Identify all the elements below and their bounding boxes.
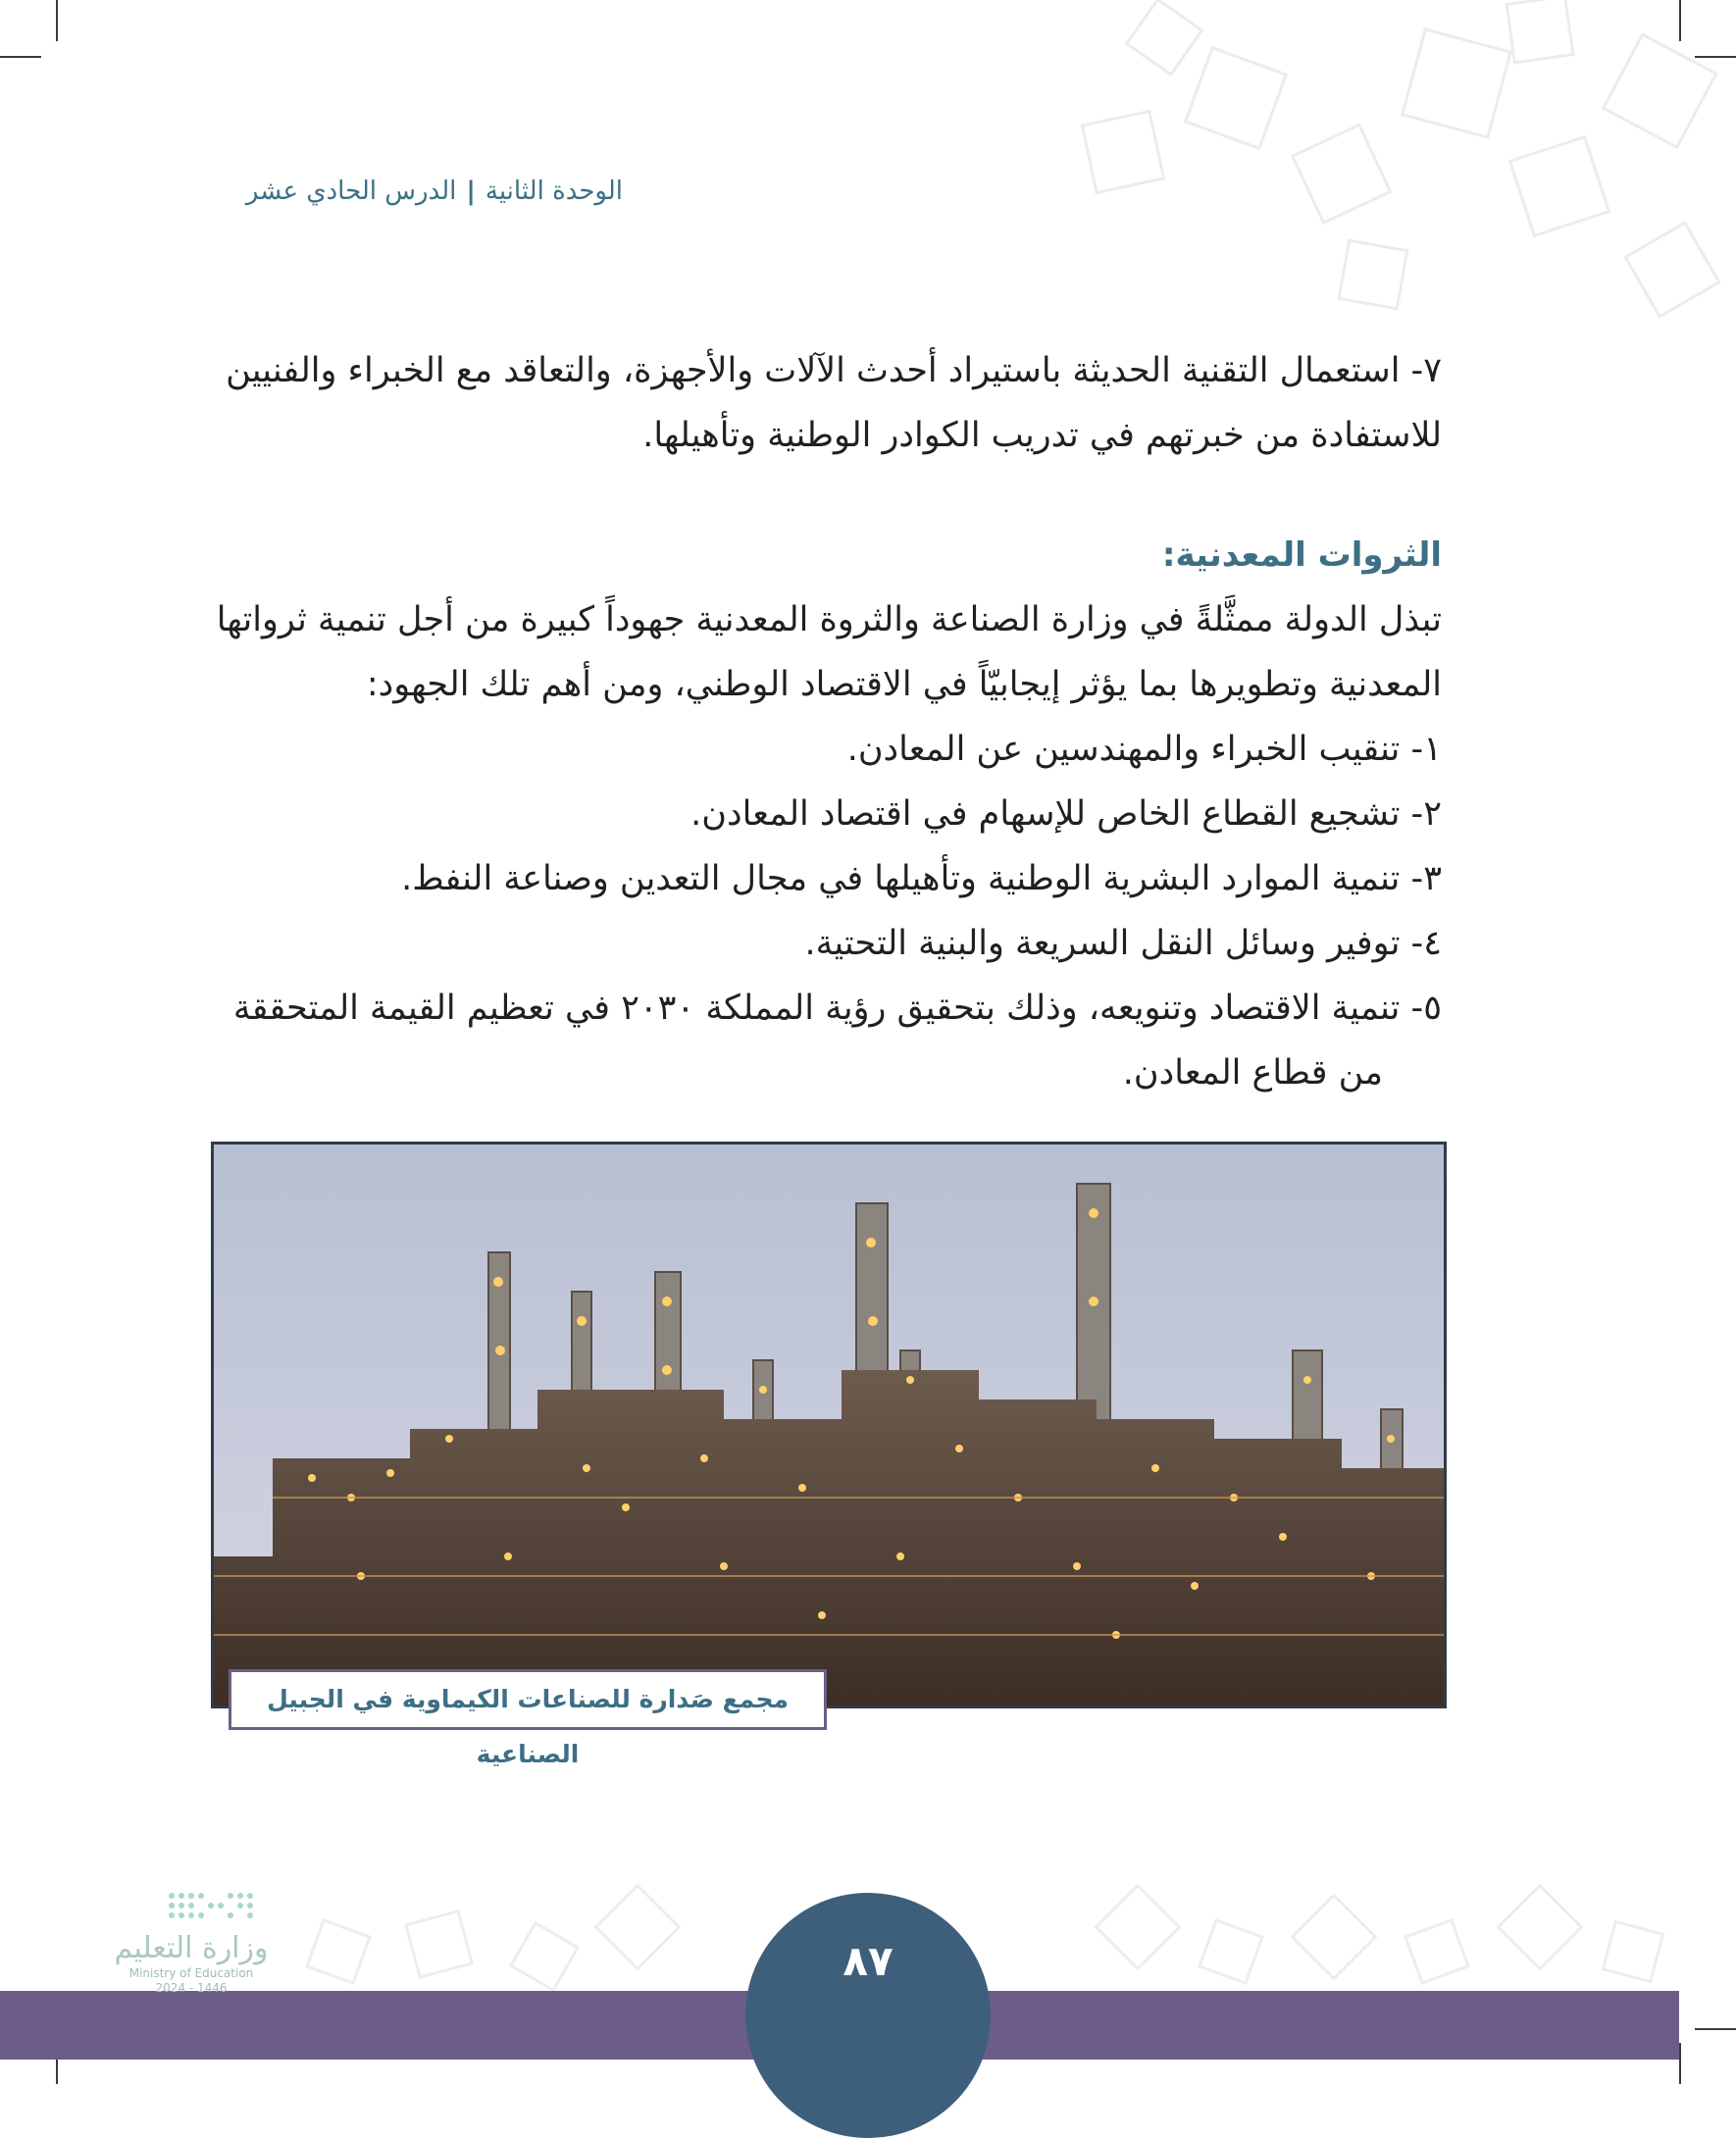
refinery-photo — [211, 1142, 1447, 1708]
crop-mark — [0, 56, 41, 58]
header-separator: | — [466, 177, 476, 206]
lesson-label: الدرس الحادي عشر — [245, 177, 457, 206]
effort-item-2: ٢- تشجيع القطاع الخاص للإسهام في اقتصاد المعادن. — [690, 794, 1442, 834]
ministry-name-ar: وزارة التعليم — [114, 1931, 269, 1965]
ministry-logo — [93, 1888, 289, 1995]
effort-item-3: ٣- تنمية الموارد البشرية الوطنية وتأهيلها في مجال التعدين وصناعة النفط. — [401, 859, 1442, 898]
page-number: ٨٧ — [842, 1937, 894, 1985]
page-number-tab — [745, 1893, 991, 2138]
body-text — [216, 338, 1442, 1105]
ministry-dots-icon — [93, 1888, 289, 1927]
intro-line-1: تبذل الدولة ممثَّلةً في وزارة الصناعة والثروة المعدنية جهوداً كبيرة من أجل تنمية ثرواتها — [216, 600, 1442, 639]
ministry-name-en: Ministry of Education — [128, 1966, 254, 1980]
decorative-pattern — [1049, 0, 1736, 324]
effort-item-5: ٥- تنمية الاقتصاد وتنويعه، وذلك بتحقيق رؤية المملكة ٢٠٣٠ في تعظيم القيمة المتحققة — [232, 989, 1442, 1028]
item-7-line-1: ٧- استعمال التقنية الحديثة باستيراد أحدث الآلات والأجهزة، والتعاقد مع الخبراء والفنيين — [226, 351, 1442, 390]
section-title: الثروات المعدنية: — [1161, 535, 1442, 575]
effort-item-4: ٤- توفير وسائل النقل السريعة والبنية التحتية. — [804, 924, 1442, 963]
item-7-line-2: للاستفادة من خبرتهم في تدريب الكوادر الوطنية وتأهيلها. — [642, 416, 1442, 455]
crop-mark — [1679, 2043, 1681, 2084]
running-header — [246, 177, 623, 206]
effort-item-1: ١- تنقيب الخبراء والمهندسين عن المعادن. — [846, 730, 1442, 769]
effort-item-5-continuation: من قطاع المعادن. — [1122, 1053, 1383, 1093]
photo-caption: مجمع صَدارة للصناعات الكيماوية في الجبيل الصناعية — [229, 1669, 827, 1730]
unit-label: الوحدة الثانية — [485, 177, 623, 206]
intro-line-2: المعدنية وتطويرها بما يؤثر إيجابيّاً في الاقتصاد الوطني، ومن أهم تلك الجهود: — [366, 665, 1442, 704]
ministry-year: 2024 - 1446 — [155, 1981, 228, 1995]
crop-mark — [1695, 2028, 1736, 2030]
crop-mark — [56, 0, 58, 41]
